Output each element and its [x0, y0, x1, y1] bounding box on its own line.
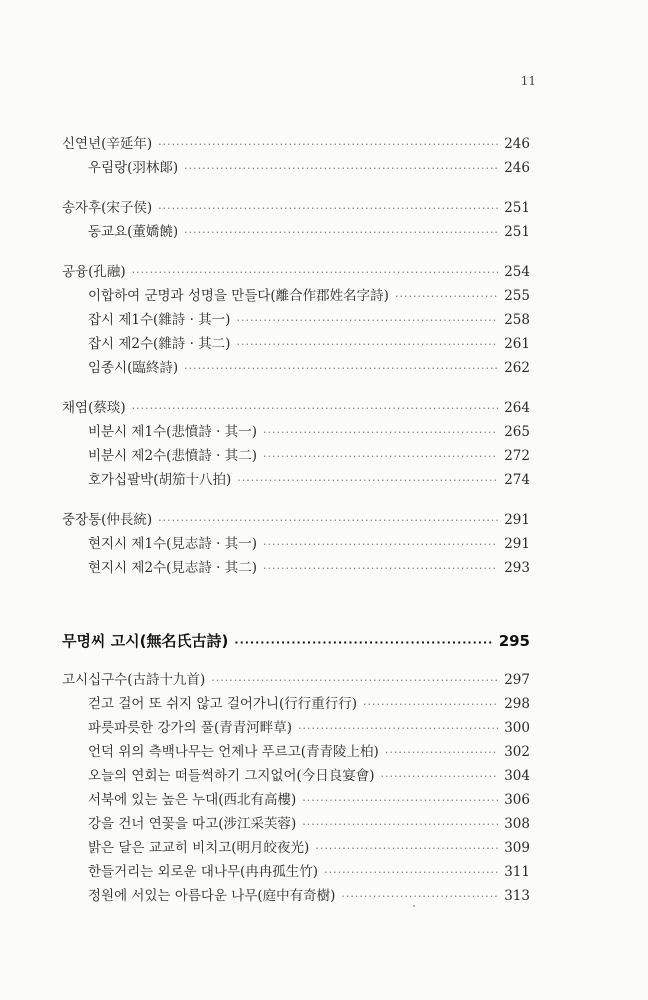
- toc-entry[interactable]: [62, 740, 530, 764]
- leader-dots: [263, 421, 498, 445]
- entry-title: 중장통(仲長統): [62, 512, 153, 528]
- section-page: 295: [498, 632, 530, 650]
- leader-dots: [234, 630, 492, 656]
- toc-entry[interactable]: [62, 836, 530, 860]
- toc-entry[interactable]: [62, 716, 530, 740]
- entry-page: 291: [504, 536, 530, 552]
- entry-title: 잡시 제1수(雜詩 · 其一): [88, 312, 231, 328]
- entry-title: 걷고 걸어 또 쉬지 않고 걸어가니(行行重行行): [88, 696, 358, 712]
- leader-dots: [236, 309, 498, 333]
- leader-dots: [263, 445, 498, 469]
- entry-title: 한들거리는 외로운 대나무(冉冉孤生竹): [88, 864, 319, 880]
- leader-dots: [132, 397, 498, 421]
- toc-entry[interactable]: [62, 196, 530, 220]
- leader-dots: [302, 789, 498, 813]
- entry-title: 송자후(宋子侯): [62, 200, 153, 216]
- leader-dots: [184, 157, 498, 181]
- toc-section-heading[interactable]: [62, 628, 530, 654]
- entry-page: 297: [504, 672, 530, 688]
- entry-page: 264: [504, 400, 530, 416]
- toc-entry[interactable]: [62, 356, 530, 380]
- entry-title: 오늘의 연회는 떠들썩하기 그지없어(今日良宴會): [88, 768, 375, 784]
- leader-dots: [302, 813, 498, 837]
- toc-entry[interactable]: [62, 308, 530, 332]
- leader-dots: [381, 765, 498, 789]
- leader-dots: [263, 533, 498, 557]
- leader-dots: [315, 837, 498, 861]
- entry-page: 272: [504, 448, 530, 464]
- leader-dots: [395, 285, 498, 309]
- entry-title: 임종시(臨終詩): [88, 360, 179, 376]
- entry-page: 302: [504, 744, 530, 760]
- leader-dots: [184, 221, 498, 245]
- leader-dots: [158, 133, 498, 157]
- entry-page: 309: [504, 840, 530, 856]
- entry-page: 298: [504, 696, 530, 712]
- toc-entry[interactable]: [62, 444, 530, 468]
- toc-entry[interactable]: [62, 468, 530, 492]
- leader-dots: [363, 693, 498, 717]
- leader-dots: [324, 861, 498, 885]
- toc-groups: [62, 132, 530, 580]
- entry-title: 동교요(董嬌饒): [88, 224, 179, 240]
- toc-entry[interactable]: [62, 332, 530, 356]
- leader-dots: [158, 197, 498, 221]
- entry-page: 293: [504, 560, 530, 576]
- entry-page: 246: [504, 160, 530, 176]
- toc-entry[interactable]: [62, 420, 530, 444]
- entry-page: 255: [504, 288, 530, 304]
- leader-dots: [236, 333, 498, 357]
- leader-dots: [158, 509, 498, 533]
- paper-speck: [413, 905, 415, 907]
- leader-dots: [237, 469, 498, 493]
- leader-dots: [298, 717, 498, 741]
- toc-entry[interactable]: [62, 764, 530, 788]
- table-of-contents: [62, 132, 530, 908]
- leader-dots: [341, 885, 498, 909]
- entry-title: 서북에 있는 높은 누대(西北有高樓): [88, 792, 297, 808]
- toc-entry[interactable]: [62, 532, 530, 556]
- entry-title: 언덕 위의 측백나무는 언제나 푸르고(青青陵上柏): [88, 744, 379, 760]
- entry-page: 262: [504, 360, 530, 376]
- entry-title: 우림랑(羽林郞): [88, 160, 179, 176]
- entry-title: 고시십구수(古詩十九首): [62, 672, 206, 688]
- entry-page: 304: [504, 768, 530, 784]
- toc-entry[interactable]: [62, 556, 530, 580]
- entry-page: 246: [504, 136, 530, 152]
- entry-page: 306: [504, 792, 530, 808]
- toc-entry[interactable]: [62, 260, 530, 284]
- toc-entry[interactable]: [62, 508, 530, 532]
- toc-entry[interactable]: [62, 220, 530, 244]
- toc-entry[interactable]: [62, 812, 530, 836]
- entry-title: 호가십팔박(胡笳十八拍): [88, 472, 232, 488]
- leader-dots: [263, 557, 498, 581]
- entry-title: 정원에 서있는 아름다운 나무(庭中有奇樹): [88, 888, 336, 904]
- entry-title: 채염(蔡琰): [62, 400, 126, 416]
- leader-dots: [132, 261, 498, 285]
- toc-entry[interactable]: [62, 668, 530, 692]
- section-title: 무명씨 고시(無名氏古詩): [62, 632, 229, 650]
- section-entries: [62, 668, 530, 908]
- entry-page: 254: [504, 264, 530, 280]
- entry-page: 308: [504, 816, 530, 832]
- toc-entry[interactable]: [62, 156, 530, 180]
- entry-title: 신연년(辛延年): [62, 136, 153, 152]
- toc-entry[interactable]: [62, 884, 530, 908]
- entry-page: 258: [504, 312, 530, 328]
- leader-dots: [211, 669, 498, 693]
- toc-entry[interactable]: [62, 132, 530, 156]
- toc-entry[interactable]: [62, 860, 530, 884]
- entry-title: 잡시 제2수(雜詩 · 其二): [88, 336, 231, 352]
- entry-title: 공융(孔融): [62, 264, 126, 280]
- entry-page: 291: [504, 512, 530, 528]
- entry-title: 밝은 달은 교교히 비치고(明月皎夜光): [88, 840, 310, 856]
- leader-dots: [385, 741, 498, 765]
- entry-title: 강을 건너 연꽃을 따고(涉江采芙蓉): [88, 816, 297, 832]
- entry-title: 현지시 제1수(見志詩 · 其一): [88, 536, 257, 552]
- entry-title: 비분시 제1수(悲憤詩 · 其一): [88, 424, 257, 440]
- toc-entry[interactable]: [62, 788, 530, 812]
- entry-page: 261: [504, 336, 530, 352]
- entry-title: 현지시 제2수(見志詩 · 其二): [88, 560, 257, 576]
- entry-title: 파릇파릇한 강가의 풀(青青河畔草): [88, 720, 292, 736]
- toc-entry[interactable]: [62, 692, 530, 716]
- entry-title: 이합하여 군명과 성명을 만들다(離合作郡姓名字詩): [88, 288, 389, 304]
- entry-page: 313: [504, 888, 530, 904]
- leader-dots: [184, 357, 498, 381]
- entry-page: 251: [504, 224, 530, 240]
- entry-page: 251: [504, 200, 530, 216]
- entry-page: 311: [504, 864, 530, 880]
- entry-page: 274: [504, 472, 530, 488]
- toc-entry[interactable]: [62, 284, 530, 308]
- entry-page: 300: [504, 720, 530, 736]
- entry-title: 비분시 제2수(悲憤詩 · 其二): [88, 448, 257, 464]
- page-number: 11: [520, 74, 536, 88]
- toc-entry[interactable]: [62, 396, 530, 420]
- entry-page: 265: [504, 424, 530, 440]
